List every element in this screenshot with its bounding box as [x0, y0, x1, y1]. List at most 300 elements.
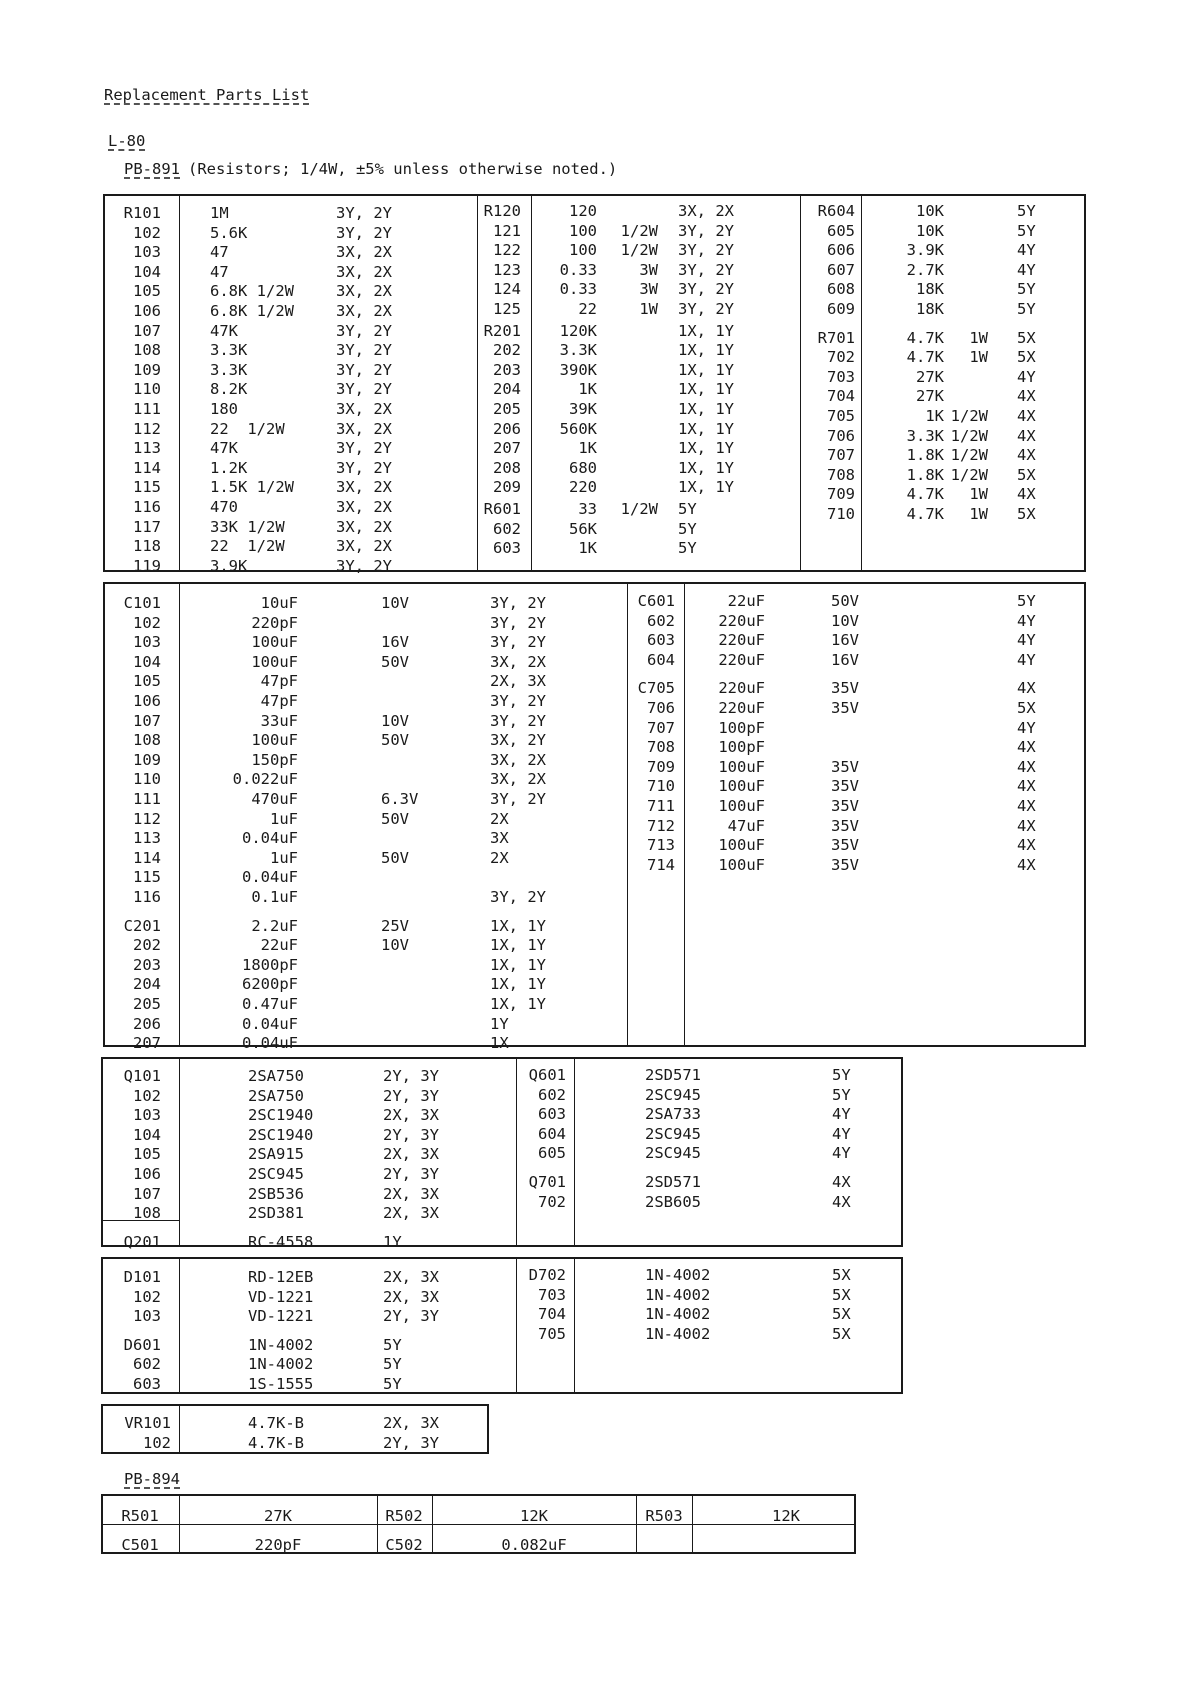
- part-ref: 111: [133, 790, 161, 808]
- board-location: 3X, 2X: [490, 750, 546, 769]
- board-location: 5X: [1017, 699, 1036, 717]
- capacitor-value: 1uF: [270, 848, 298, 867]
- resistor-value: 56K: [569, 519, 597, 538]
- part-ref: Q601: [528, 1066, 566, 1084]
- resistor-wattage: 1W: [969, 505, 988, 523]
- part-ref: 121: [493, 221, 521, 240]
- diode-type: RD-12EB: [248, 1268, 314, 1286]
- board-location: 3X, 2X: [336, 517, 392, 536]
- part-ref: 703: [827, 367, 855, 386]
- board-location: 3X, 2X: [336, 400, 392, 418]
- board-location: 4Y: [1017, 611, 1036, 630]
- part-ref: D601: [123, 1335, 161, 1354]
- board-location: 3X, 2X: [678, 202, 734, 220]
- part-ref: 710: [827, 505, 855, 523]
- board-label-pb894: PB-894: [124, 1470, 180, 1488]
- board-location: 1Y: [383, 1232, 402, 1251]
- part-value: 12K: [520, 1507, 548, 1525]
- board-location: 3X, 2X: [336, 262, 392, 281]
- board-location: 4Y: [1017, 718, 1036, 737]
- capacitor-value: 47pF: [260, 672, 298, 691]
- board-location: 3Y, 2Y: [490, 613, 546, 632]
- resistor-value: 680: [569, 458, 597, 477]
- capacitor-value: 220uF: [718, 650, 765, 669]
- capacitor-voltage: 50V: [831, 592, 859, 610]
- part-ref: 108: [133, 1204, 161, 1223]
- board-location: 4Y: [832, 1105, 851, 1124]
- part-ref: 705: [827, 407, 855, 425]
- part-ref: 103: [133, 1106, 161, 1125]
- part-ref: 107: [133, 321, 161, 340]
- part-ref: 602: [647, 611, 675, 630]
- diode-type: VD-1221: [248, 1287, 314, 1306]
- resistor-wattage: 3W: [639, 260, 658, 279]
- part-ref: 113: [133, 829, 161, 848]
- part-ref: 123: [493, 260, 521, 279]
- board-location: 3Y, 2Y: [336, 204, 392, 222]
- resistor-value: 180: [210, 400, 238, 418]
- part-ref: 105: [133, 672, 161, 691]
- part-ref: 103: [133, 1307, 161, 1326]
- resistor-value: 47K: [210, 321, 238, 340]
- part-ref: 713: [647, 836, 675, 855]
- board-location: 4Y: [1017, 367, 1036, 386]
- transistor-type: 2SB536: [248, 1184, 304, 1203]
- board-location: 4Y: [1017, 631, 1036, 650]
- board-location: 2X, 3X: [383, 1106, 439, 1125]
- resistor-value: 22 1/2W: [210, 537, 285, 556]
- board-location: 1X, 1Y: [678, 419, 734, 438]
- board-location: 2Y, 3Y: [383, 1165, 439, 1183]
- part-ref: 603: [647, 631, 675, 650]
- board-location: 2X, 3X: [383, 1145, 439, 1164]
- board-label-pb891: PB-891: [124, 160, 180, 178]
- board-location: 5Y: [1017, 592, 1036, 610]
- part-ref: 105: [133, 1145, 161, 1164]
- part-ref: 203: [493, 360, 521, 379]
- capacitor-voltage: 35V: [831, 777, 859, 796]
- part-ref: 104: [133, 652, 161, 671]
- capacitor-voltage: 50V: [381, 652, 409, 671]
- capacitor-voltage: 10V: [381, 936, 409, 955]
- part-ref: 124: [493, 280, 521, 299]
- part-ref: 702: [538, 1192, 566, 1211]
- capacitor-voltage: 10V: [831, 611, 859, 630]
- capacitor-voltage: 16V: [381, 633, 409, 652]
- resistor-value: 5.6K: [210, 223, 248, 242]
- part-ref: 706: [827, 426, 855, 445]
- board-location: 3Y, 2Y: [678, 221, 734, 240]
- capacitor-value: 2.2uF: [251, 916, 298, 935]
- part-ref: 110: [133, 380, 161, 399]
- resistor-value: 1M: [210, 204, 229, 222]
- part-ref: 205: [493, 400, 521, 418]
- capacitor-value: 100pF: [718, 738, 765, 757]
- part-ref: 116: [133, 498, 161, 516]
- capacitor-value: 0.1uF: [251, 888, 298, 906]
- part-value: 27K: [264, 1507, 292, 1525]
- part-ref: VR101: [124, 1414, 171, 1432]
- part-ref: 209: [493, 478, 521, 497]
- board-location: 3Y, 2Y: [490, 790, 546, 808]
- board-location: 4Y: [1017, 260, 1036, 279]
- board-location: 1Y: [490, 1014, 509, 1033]
- board-location: 5X: [832, 1305, 851, 1324]
- part-ref: 115: [133, 868, 161, 887]
- capacitor-value: 100uF: [251, 633, 298, 652]
- page-heading: Replacement Parts List: [104, 86, 310, 104]
- part-ref: R201: [483, 321, 521, 340]
- part-ref: 603: [133, 1375, 161, 1393]
- board-location: 3X, 2X: [336, 537, 392, 556]
- board-location: 1X, 1Y: [678, 478, 734, 497]
- capacitor-voltage: 35V: [831, 797, 859, 815]
- part-ref: 202: [493, 341, 521, 360]
- capacitor-voltage: 10V: [381, 594, 409, 612]
- board-location: 3X, 2X: [490, 770, 546, 789]
- board-location: 2Y, 3Y: [383, 1086, 439, 1105]
- resistor-value: 18K: [916, 280, 944, 299]
- part-ref: 712: [647, 816, 675, 835]
- model-label: L-80: [108, 132, 146, 150]
- resistor-value: 390K: [559, 360, 597, 379]
- transistor-type: 2SA915: [248, 1145, 304, 1164]
- capacitor-value: 0.04uF: [242, 829, 298, 848]
- capacitor-voltage: 35V: [831, 757, 859, 776]
- capacitor-value: 220pF: [251, 613, 298, 632]
- board-location: 4X: [1017, 797, 1036, 815]
- board-location: 2X, 3X: [383, 1287, 439, 1306]
- capacitor-value: 0.022uF: [232, 770, 298, 789]
- part-ref: 104: [133, 262, 161, 281]
- board-location: 4Y: [832, 1124, 851, 1143]
- capacitor-voltage: 16V: [831, 631, 859, 650]
- part-ref: 602: [133, 1355, 161, 1374]
- part-ref: 119: [133, 556, 161, 575]
- capacitor-value: 150pF: [251, 750, 298, 769]
- board-location: 1X, 1Y: [490, 955, 546, 974]
- part-ref: 102: [133, 1287, 161, 1306]
- board-location: 3Y, 2Y: [678, 241, 734, 260]
- capacitor-value: 100uF: [251, 652, 298, 671]
- part-ref: 112: [133, 809, 161, 828]
- capacitor-value: 100uF: [718, 777, 765, 796]
- part-ref: 113: [133, 439, 161, 458]
- board-location: 4X: [1017, 738, 1036, 757]
- board-location: 3X, 2X: [490, 652, 546, 671]
- resistor-value: 560K: [559, 419, 597, 438]
- transistor-type: 2SD571: [645, 1066, 701, 1084]
- board-location: 4Y: [1017, 241, 1036, 260]
- capacitor-voltage: 10V: [381, 711, 409, 730]
- vr-value: 4.7K-B: [248, 1433, 304, 1452]
- part-ref: 110: [133, 770, 161, 789]
- board-location: 3Y, 2Y: [336, 223, 392, 242]
- board-location: 3X, 2X: [336, 282, 392, 301]
- board-location: 3X, 2X: [336, 302, 392, 320]
- part-ref: 118: [133, 537, 161, 556]
- part-ref: 111: [133, 400, 161, 418]
- transistor-type: 2SC945: [248, 1165, 304, 1183]
- part-ref: 206: [493, 419, 521, 438]
- resistor-value: 27K: [916, 367, 944, 386]
- part-ref: 704: [538, 1305, 566, 1324]
- capacitor-voltage: 25V: [381, 916, 409, 935]
- resistor-value: 47: [210, 243, 229, 262]
- part-ref: 709: [827, 485, 855, 504]
- part-ref: D101: [123, 1268, 161, 1286]
- part-ref: C705: [637, 679, 675, 698]
- capacitor-voltage: 35V: [831, 836, 859, 855]
- board-location: 3Y, 2Y: [490, 692, 546, 710]
- part-ref: R701: [817, 328, 855, 347]
- resistor-value: 1.8K: [906, 446, 944, 465]
- part-ref: 109: [133, 360, 161, 379]
- part-value: 0.082uF: [501, 1536, 567, 1554]
- capacitor-value: 22uF: [260, 936, 298, 955]
- diode-type: 1N-4002: [645, 1285, 711, 1304]
- part-ref: 605: [827, 221, 855, 240]
- part-ref: 707: [647, 718, 675, 737]
- part-ref: 125: [493, 300, 521, 318]
- board-location: 3Y, 2Y: [678, 260, 734, 279]
- board-location: 4X: [832, 1173, 851, 1191]
- part-value: 12K: [772, 1507, 800, 1525]
- part-ref: 707: [827, 446, 855, 465]
- resistor-value: 10K: [916, 221, 944, 240]
- resistor-value: 33K 1/2W: [210, 517, 285, 536]
- board-location: 4X: [1017, 757, 1036, 776]
- resistor-value: 120K: [559, 321, 597, 340]
- part-ref: 104: [133, 1125, 161, 1144]
- part-ref: 106: [133, 1165, 161, 1183]
- board-location: 3Y, 2Y: [336, 556, 392, 575]
- capacitor-value: 220uF: [718, 631, 765, 650]
- part-ref: 105: [133, 282, 161, 301]
- part-ref: 106: [133, 302, 161, 320]
- board-location: 2X, 3X: [383, 1204, 439, 1223]
- board-location: 5X: [1017, 465, 1036, 484]
- capacitor-value: 47uF: [727, 816, 765, 835]
- resistor-value: 4.7K: [906, 348, 944, 367]
- board-location: 3Y, 2Y: [336, 341, 392, 360]
- transistor-type: 2SB605: [645, 1192, 701, 1211]
- diode-type: 1N-4002: [645, 1266, 711, 1284]
- resistor-value: 470: [210, 498, 238, 516]
- part-ref: 102: [133, 613, 161, 632]
- diode-type: 1N-4002: [645, 1324, 711, 1343]
- board-location: 5X: [832, 1324, 851, 1343]
- capacitor-value: 220uF: [718, 679, 765, 698]
- transistor-type: 2SA733: [645, 1105, 701, 1124]
- board-location: 3X: [490, 829, 509, 848]
- resistor-value: 3.9K: [210, 556, 248, 575]
- board-location: 2Y, 3Y: [383, 1307, 439, 1326]
- board-location: 2X, 3X: [383, 1268, 439, 1286]
- part-ref: 102: [133, 1086, 161, 1105]
- transistor-type: 2SC945: [645, 1144, 701, 1163]
- resistor-value: 1K: [578, 539, 597, 558]
- board-location: 5X: [832, 1285, 851, 1304]
- board-location: 5Y: [678, 539, 697, 558]
- part-ref: R604: [817, 202, 855, 220]
- part-ref: R120: [483, 202, 521, 220]
- board-location: 3Y, 2Y: [490, 888, 546, 906]
- part-ref: 205: [133, 995, 161, 1013]
- board-location: 5Y: [383, 1355, 402, 1374]
- diode-table: [101, 1257, 903, 1394]
- capacitor-value: 0.04uF: [242, 1034, 298, 1053]
- board-location: 2X, 3X: [383, 1184, 439, 1203]
- part-ref: 112: [133, 419, 161, 438]
- board-location: 1X, 1Y: [678, 380, 734, 399]
- board-location: 4X: [1017, 407, 1036, 425]
- board-location: 2Y, 3Y: [383, 1067, 439, 1085]
- part-ref: 711: [647, 797, 675, 815]
- resistor-wattage: 1/2W: [950, 407, 988, 425]
- part-ref: 117: [133, 517, 161, 536]
- resistor-value: 33: [578, 500, 597, 518]
- capacitor-value: 100uF: [718, 836, 765, 855]
- capacitor-voltage: 6.3V: [381, 790, 419, 808]
- diode-type: 1N-4002: [248, 1355, 314, 1374]
- resistor-wattage: 1W: [639, 300, 658, 318]
- board-location: 5X: [1017, 505, 1036, 523]
- resistor-value: 4.7K: [906, 505, 944, 523]
- resistor-value: 18K: [916, 300, 944, 318]
- part-ref: 604: [647, 650, 675, 669]
- board-location: 5X: [1017, 328, 1036, 347]
- resistor-value: 4.7K: [906, 328, 944, 347]
- part-ref: 705: [538, 1324, 566, 1343]
- board-location: 1X: [490, 1034, 509, 1053]
- board-location: 4Y: [1017, 650, 1036, 669]
- resistor-value: 10K: [916, 202, 944, 220]
- transistor-table: [101, 1057, 903, 1247]
- board-location: 5Y: [1017, 202, 1036, 220]
- board-location: 3X, 2Y: [490, 731, 546, 750]
- part-ref: 602: [538, 1085, 566, 1104]
- part-ref: Q101: [123, 1067, 161, 1085]
- resistor-wattage: 1W: [969, 485, 988, 504]
- part-ref: R601: [483, 500, 521, 518]
- capacitor-value: 33uF: [260, 711, 298, 730]
- part-ref: Q701: [528, 1173, 566, 1191]
- capacitor-value: 0.47uF: [242, 995, 298, 1013]
- board-location: 1X, 1Y: [490, 936, 546, 955]
- resistor-value: 22: [578, 300, 597, 318]
- part-ref: 702: [827, 348, 855, 367]
- board-location: 5Y: [832, 1066, 851, 1084]
- diode-type: 1N-4002: [248, 1335, 314, 1354]
- part-ref: 102: [143, 1433, 171, 1452]
- board-location: 3Y, 2Y: [490, 633, 546, 652]
- part-ref: 606: [827, 241, 855, 260]
- board-location: 1X, 1Y: [678, 458, 734, 477]
- resistor-value: 3.3K: [559, 341, 597, 360]
- diode-type: VD-1221: [248, 1307, 314, 1326]
- part-ref: Q201: [123, 1232, 161, 1251]
- part-ref: R502: [385, 1507, 423, 1525]
- part-ref: 602: [493, 519, 521, 538]
- resistor-value: 1.2K: [210, 458, 248, 477]
- part-ref: 706: [647, 699, 675, 717]
- transistor-type: 2SC945: [645, 1124, 701, 1143]
- part-ref: C501: [121, 1536, 159, 1554]
- board-location: 1X, 1Y: [678, 321, 734, 340]
- transistor-type: 2SC1940: [248, 1106, 314, 1125]
- board-location: 2X: [490, 848, 509, 867]
- resistor-note: (Resistors; 1/4W, ±5% unless otherwise noted.): [188, 160, 618, 178]
- resistor-value: 1K: [578, 439, 597, 458]
- capacitor-voltage: 35V: [831, 855, 859, 874]
- part-ref: 607: [827, 260, 855, 279]
- resistor-value: 1K: [578, 380, 597, 399]
- part-ref: 605: [538, 1144, 566, 1163]
- part-ref: 109: [133, 750, 161, 769]
- board-location: 5X: [1017, 348, 1036, 367]
- transistor-type: 2SD571: [645, 1173, 701, 1191]
- board-location: 5Y: [1017, 300, 1036, 318]
- board-location: 5Y: [678, 500, 697, 518]
- part-ref: 603: [538, 1105, 566, 1124]
- capacitor-voltage: 50V: [381, 848, 409, 867]
- resistor-value: 120: [569, 202, 597, 220]
- part-ref: 116: [133, 888, 161, 906]
- part-ref: 103: [133, 633, 161, 652]
- part-ref: R503: [645, 1507, 683, 1525]
- board-location: 3Y, 2Y: [336, 458, 392, 477]
- board-location: 2Y, 3Y: [383, 1125, 439, 1144]
- part-ref: 708: [647, 738, 675, 757]
- part-ref: 103: [133, 243, 161, 262]
- transistor-type: 2SD381: [248, 1204, 304, 1223]
- board-location: 3Y, 2Y: [336, 380, 392, 399]
- resistor-value: 3.3K: [210, 341, 248, 360]
- resistor-value: 4.7K: [906, 485, 944, 504]
- resistor-wattage: 1/2W: [620, 241, 658, 260]
- resistor-value: 0.33: [559, 260, 597, 279]
- transistor-type: 2SA750: [248, 1086, 304, 1105]
- capacitor-value: 100uF: [718, 757, 765, 776]
- part-ref: 604: [538, 1124, 566, 1143]
- board-location: 4X: [832, 1192, 851, 1211]
- resistor-value: 8.2K: [210, 380, 248, 399]
- board-location: 5Y: [1017, 221, 1036, 240]
- board-location: 1X, 1Y: [678, 341, 734, 360]
- capacitor-value: 0.04uF: [242, 1014, 298, 1033]
- capacitor-value: 6200pF: [242, 975, 298, 994]
- capacitor-voltage: 16V: [831, 650, 859, 669]
- board-location: 2X: [490, 809, 509, 828]
- board-location: 3Y, 2Y: [490, 594, 546, 612]
- transistor-type: 2SC1940: [248, 1125, 314, 1144]
- board-location: 5Y: [383, 1375, 402, 1393]
- board-location: 3X, 2X: [336, 498, 392, 516]
- board-location: 1X, 1Y: [490, 916, 546, 935]
- part-ref: 107: [133, 1184, 161, 1203]
- capacitor-voltage: 35V: [831, 699, 859, 717]
- resistor-value: 0.33: [559, 280, 597, 299]
- transistor-type: 2SA750: [248, 1067, 304, 1085]
- part-ref: 608: [827, 280, 855, 299]
- capacitor-value: 47pF: [260, 692, 298, 710]
- part-ref: 108: [133, 731, 161, 750]
- resistor-value: 100: [569, 241, 597, 260]
- board-location: 4X: [1017, 426, 1036, 445]
- resistor-value: 100: [569, 221, 597, 240]
- resistor-wattage: 1/2W: [950, 465, 988, 484]
